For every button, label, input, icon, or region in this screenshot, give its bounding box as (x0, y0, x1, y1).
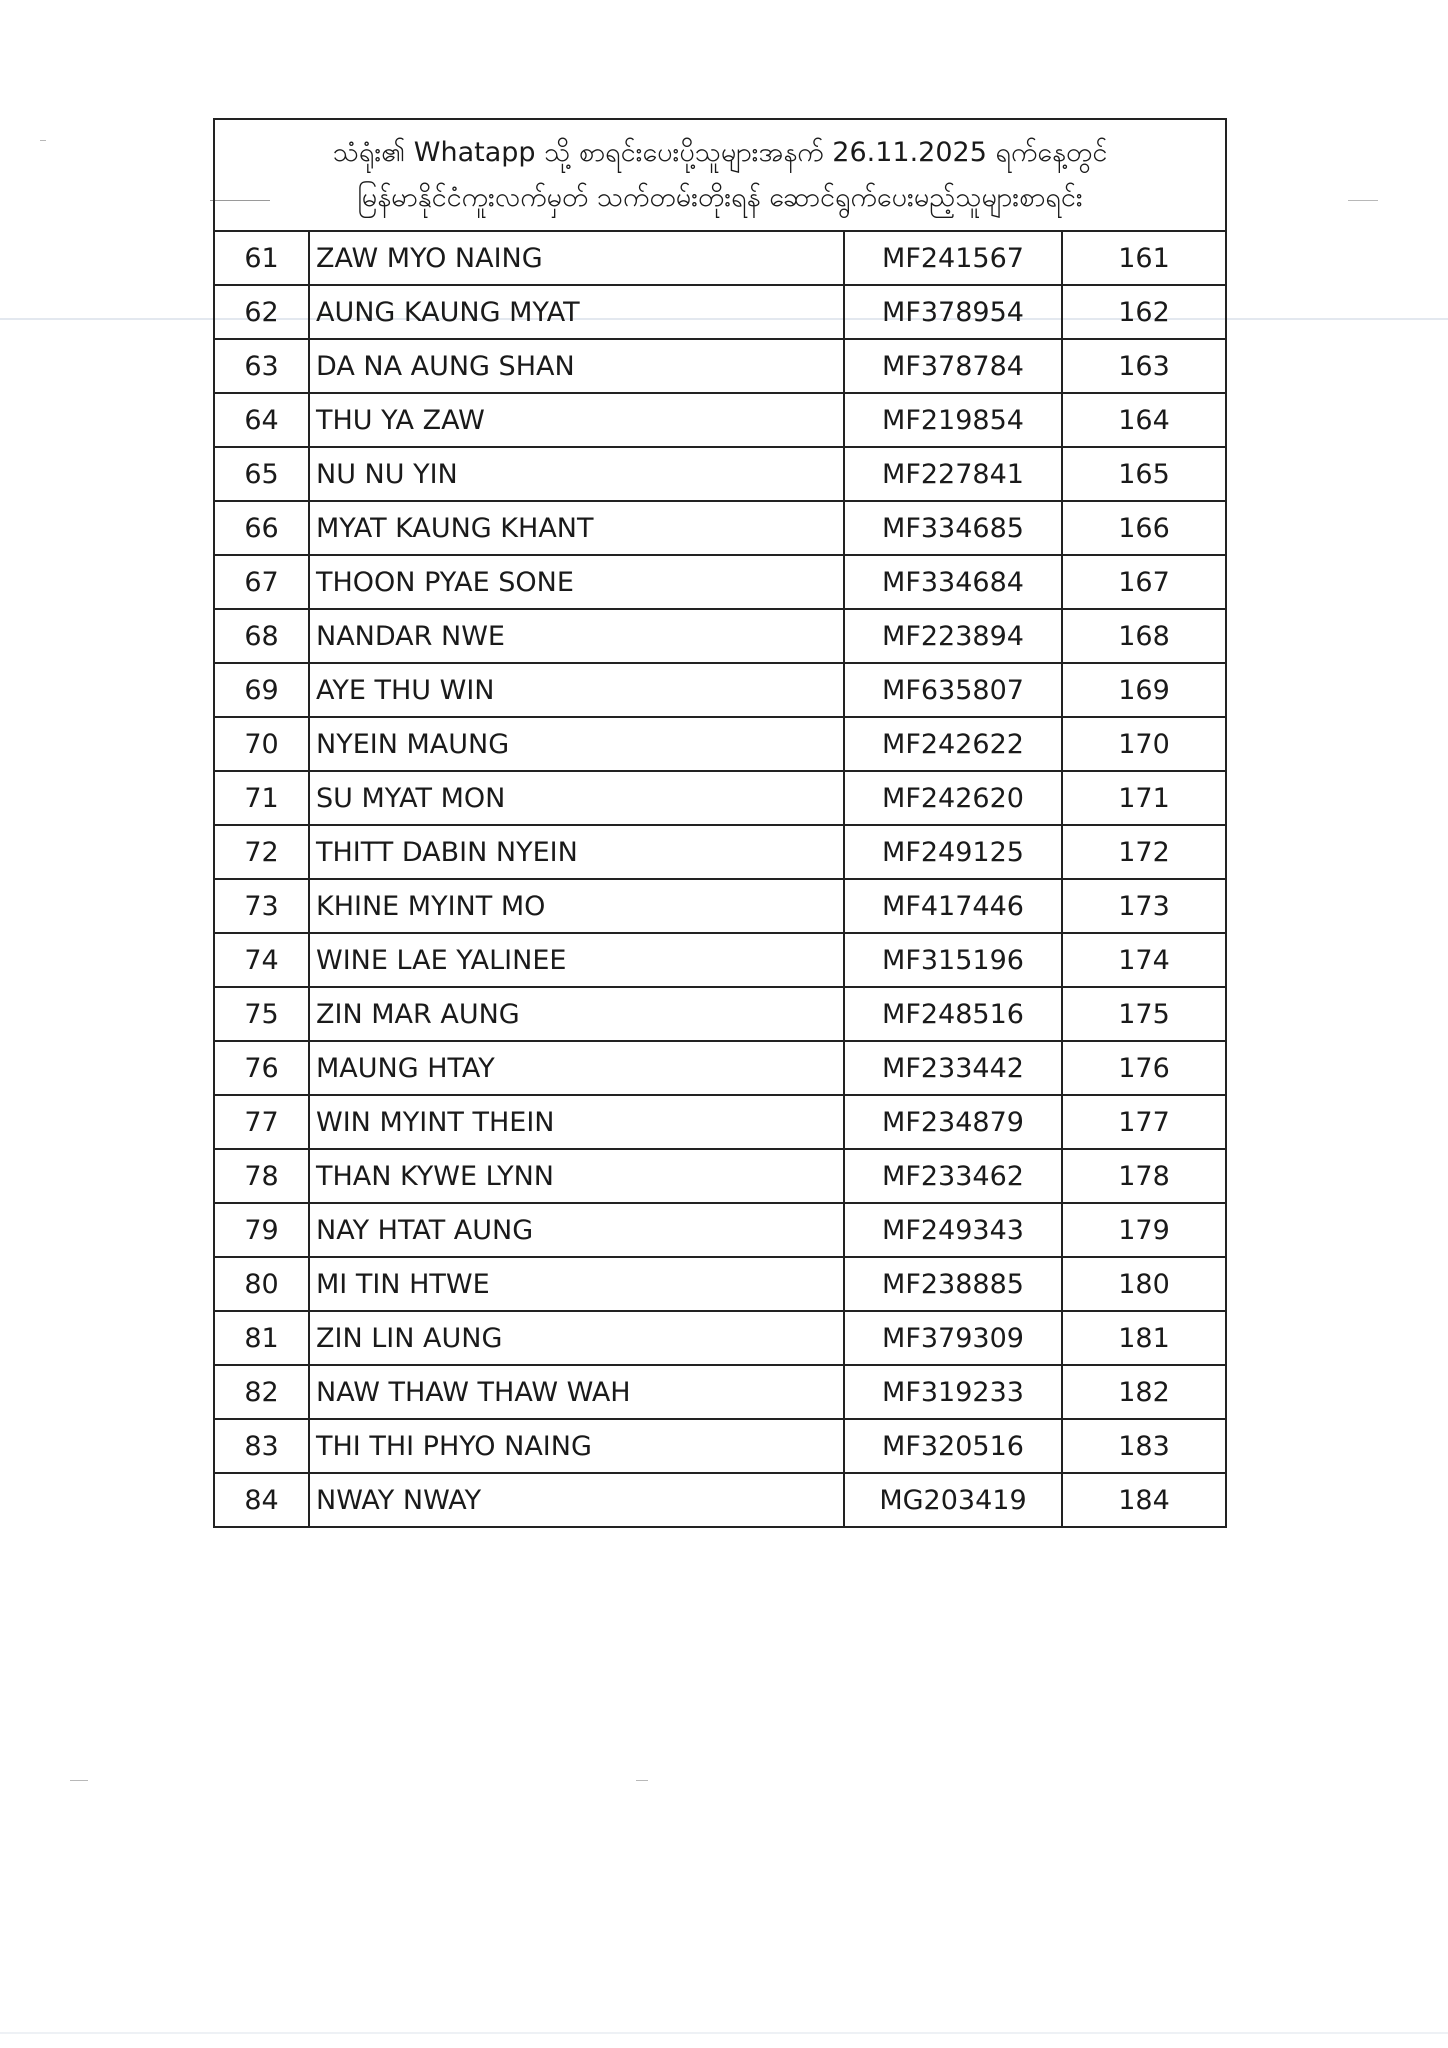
table-row (214, 717, 1226, 771)
row-name-cell: DA NA AUNG SHAN (309, 339, 844, 393)
row-name-cell: WIN MYINT THEIN (309, 1095, 844, 1149)
table-row (214, 771, 1226, 825)
row-number-cell: 67 (214, 555, 309, 609)
row-passport-cell: MF378784 (844, 339, 1062, 393)
table-row (214, 339, 1226, 393)
row-passport-cell: MF242622 (844, 717, 1062, 771)
table-row (214, 1311, 1226, 1365)
scan-artifact-mark (636, 1780, 648, 1781)
row-name-cell: KHINE MYINT MO (309, 879, 844, 933)
table-row (214, 393, 1226, 447)
row-name-cell: NAY HTAT AUNG (309, 1203, 844, 1257)
table-row (214, 1473, 1226, 1527)
row-passport-cell: MF241567 (844, 231, 1062, 285)
row-sequence-cell: 163 (1062, 339, 1226, 393)
row-sequence-cell: 166 (1062, 501, 1226, 555)
table-row (214, 1041, 1226, 1095)
table-row (214, 1257, 1226, 1311)
row-passport-cell: MF234879 (844, 1095, 1062, 1149)
row-number-cell: 69 (214, 663, 309, 717)
row-sequence-cell: 178 (1062, 1149, 1226, 1203)
row-number-cell: 84 (214, 1473, 309, 1527)
row-name-cell: NAW THAW THAW WAH (309, 1365, 844, 1419)
row-number-cell: 83 (214, 1419, 309, 1473)
row-name-cell: THOON PYAE SONE (309, 555, 844, 609)
row-passport-cell: MF334684 (844, 555, 1062, 609)
row-sequence-cell: 168 (1062, 609, 1226, 663)
row-passport-cell: MF233442 (844, 1041, 1062, 1095)
table-row (214, 663, 1226, 717)
row-sequence-cell: 167 (1062, 555, 1226, 609)
row-number-cell: 72 (214, 825, 309, 879)
row-name-cell: ZIN LIN AUNG (309, 1311, 844, 1365)
row-passport-cell: MG203419 (844, 1473, 1062, 1527)
table-row (214, 555, 1226, 609)
table-title-line-2: မြန်မာနိုင်ငံကူးလက်မှတ် သက်တမ်းတိုးရန် ဆောင်ရွက်ပေးမည့်သူများစာရင်း (357, 182, 1083, 213)
row-number-cell: 61 (214, 231, 309, 285)
scan-artifact-mark (40, 140, 46, 141)
scan-artifact-mark (70, 1780, 88, 1781)
table-row (214, 933, 1226, 987)
passport-roster-table (213, 118, 1227, 1528)
row-passport-cell: MF227841 (844, 447, 1062, 501)
table-row (214, 609, 1226, 663)
row-name-cell: MI TIN HTWE (309, 1257, 844, 1311)
row-passport-cell: MF378954 (844, 285, 1062, 339)
table-row (214, 285, 1226, 339)
row-passport-cell: MF248516 (844, 987, 1062, 1041)
row-name-cell: SU MYAT MON (309, 771, 844, 825)
row-number-cell: 77 (214, 1095, 309, 1149)
row-passport-cell: MF635807 (844, 663, 1062, 717)
row-sequence-cell: 182 (1062, 1365, 1226, 1419)
row-sequence-cell: 184 (1062, 1473, 1226, 1527)
row-number-cell: 75 (214, 987, 309, 1041)
row-number-cell: 62 (214, 285, 309, 339)
row-number-cell: 66 (214, 501, 309, 555)
roster-body (214, 119, 1226, 1527)
table-row (214, 501, 1226, 555)
row-number-cell: 82 (214, 1365, 309, 1419)
row-passport-cell: MF334685 (844, 501, 1062, 555)
row-name-cell: THITT DABIN NYEIN (309, 825, 844, 879)
row-passport-cell: MF315196 (844, 933, 1062, 987)
row-passport-cell: MF219854 (844, 393, 1062, 447)
row-name-cell: THU YA ZAW (309, 393, 844, 447)
row-name-cell: NANDAR NWE (309, 609, 844, 663)
row-sequence-cell: 170 (1062, 717, 1226, 771)
table-title-cell (214, 119, 1226, 231)
row-number-cell: 68 (214, 609, 309, 663)
table-row (214, 1203, 1226, 1257)
row-name-cell: AUNG KAUNG MYAT (309, 285, 844, 339)
row-sequence-cell: 172 (1062, 825, 1226, 879)
table-row (214, 1095, 1226, 1149)
row-number-cell: 81 (214, 1311, 309, 1365)
scan-artifact-mark (1348, 200, 1378, 201)
row-sequence-cell: 181 (1062, 1311, 1226, 1365)
row-passport-cell: MF233462 (844, 1149, 1062, 1203)
row-sequence-cell: 175 (1062, 987, 1226, 1041)
row-sequence-cell: 164 (1062, 393, 1226, 447)
row-sequence-cell: 183 (1062, 1419, 1226, 1473)
row-sequence-cell: 171 (1062, 771, 1226, 825)
row-number-cell: 71 (214, 771, 309, 825)
row-name-cell: AYE THU WIN (309, 663, 844, 717)
row-name-cell: ZIN MAR AUNG (309, 987, 844, 1041)
table-row (214, 1365, 1226, 1419)
row-name-cell: MAUNG HTAY (309, 1041, 844, 1095)
table-row (214, 1419, 1226, 1473)
row-number-cell: 65 (214, 447, 309, 501)
row-sequence-cell: 174 (1062, 933, 1226, 987)
table-row (214, 1149, 1226, 1203)
row-sequence-cell: 176 (1062, 1041, 1226, 1095)
row-number-cell: 74 (214, 933, 309, 987)
row-passport-cell: MF238885 (844, 1257, 1062, 1311)
table-row (214, 447, 1226, 501)
row-number-cell: 73 (214, 879, 309, 933)
table-row (214, 825, 1226, 879)
row-sequence-cell: 179 (1062, 1203, 1226, 1257)
table-row (214, 987, 1226, 1041)
row-passport-cell: MF417446 (844, 879, 1062, 933)
row-name-cell: NYEIN MAUNG (309, 717, 844, 771)
row-name-cell: ZAW MYO NAING (309, 231, 844, 285)
row-passport-cell: MF249343 (844, 1203, 1062, 1257)
row-sequence-cell: 162 (1062, 285, 1226, 339)
row-name-cell: THI THI PHYO NAING (309, 1419, 844, 1473)
row-passport-cell: MF223894 (844, 609, 1062, 663)
row-number-cell: 63 (214, 339, 309, 393)
row-name-cell: MYAT KAUNG KHANT (309, 501, 844, 555)
row-number-cell: 76 (214, 1041, 309, 1095)
row-sequence-cell: 177 (1062, 1095, 1226, 1149)
table-title-line-1: သံရုံး၏ Whatapp သို့ စာရင်းပေးပို့သူများအနက် 26.11.2025 ရက်နေ့တွင် (332, 137, 1108, 169)
row-passport-cell: MF379309 (844, 1311, 1062, 1365)
table-row (214, 231, 1226, 285)
row-passport-cell: MF242620 (844, 771, 1062, 825)
table-row (214, 879, 1226, 933)
row-passport-cell: MF249125 (844, 825, 1062, 879)
row-number-cell: 70 (214, 717, 309, 771)
row-number-cell: 79 (214, 1203, 309, 1257)
row-name-cell: THAN KYWE LYNN (309, 1149, 844, 1203)
row-passport-cell: MF320516 (844, 1419, 1062, 1473)
row-number-cell: 64 (214, 393, 309, 447)
row-name-cell: NU NU YIN (309, 447, 844, 501)
row-name-cell: WINE LAE YALINEE (309, 933, 844, 987)
row-sequence-cell: 165 (1062, 447, 1226, 501)
row-sequence-cell: 173 (1062, 879, 1226, 933)
row-number-cell: 78 (214, 1149, 309, 1203)
row-sequence-cell: 161 (1062, 231, 1226, 285)
scan-artifact-line (0, 2032, 1448, 2034)
row-name-cell: NWAY NWAY (309, 1473, 844, 1527)
row-passport-cell: MF319233 (844, 1365, 1062, 1419)
row-sequence-cell: 169 (1062, 663, 1226, 717)
table-header-row (214, 119, 1226, 231)
row-number-cell: 80 (214, 1257, 309, 1311)
row-sequence-cell: 180 (1062, 1257, 1226, 1311)
